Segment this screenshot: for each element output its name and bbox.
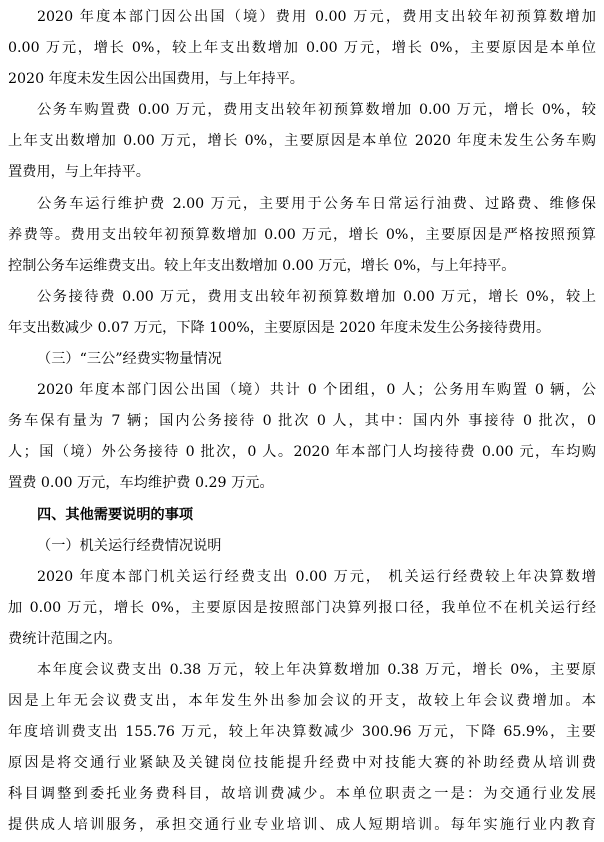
text-line: 加 0.00 万元，增长 0%，主要原因是按照部门决算列报口径，我单位不在机关运行经 — [8, 599, 596, 616]
text-line: 2020 年度未发生因公出国费用，与上年持平。 — [8, 71, 304, 88]
text-line: 本年度会议费支出 0.38 万元，较上年决算数增加 0.38 万元，增长 0%，主要原 — [37, 661, 596, 678]
section-subheading: （三）“三公”经费实物量情况 — [37, 351, 222, 368]
text-line: 置费用，与上年持平。 — [8, 164, 150, 181]
text-line: 公务车购置费 0.00 万元，费用支出较年初预算数增加 0.00 万元，增长 0%，较 — [37, 102, 596, 119]
text-line: 控制公务车运维费支出。较上年支出数增加 0.00 万元，增长 0%，与上年持平。 — [8, 257, 516, 274]
text-line: 上年支出数增加 0.00 万元，增长 0%，主要原因是本单位 2020 年度未发生公务车购 — [8, 133, 596, 150]
text-line: 原因是将交通行业紧缺及关键岗位技能提升经费中对技能大赛的补助经费从培训费 — [8, 755, 596, 772]
text-line: 人；国（境）外公务接待 0 批次，0 人。2020 年本部门人均接待费 0.00 元，车均购 — [8, 444, 596, 461]
text-line: 公务车运行维护费 2.00 万元，主要用于公务车日常运行油费、过路费、维修保 — [37, 195, 596, 212]
section-subheading: （一）机关运行经费情况说明 — [37, 537, 222, 554]
text-line: 养费等。费用支出较年初预算数增加 0.00 万元，增长 0%，主要原因是严格按照预算 — [8, 226, 596, 243]
text-line: 2020 年度本部门因公出国（境）费用 0.00 万元，费用支出较年初预算数增加 — [37, 9, 596, 25]
text-line: 公务接待费 0.00 万元，费用支出较年初预算数增加 0.00 万元，增长 0%，较上 — [37, 288, 596, 305]
text-line: 因是上年无会议费支出，本年发生外出参加会议的开支，故较上年会议费增加。本 — [8, 693, 596, 710]
text-line: 年支出数减少 0.07 万元，下降 100%，主要原因是 2020 年度未发生公务接待费用。 — [8, 319, 551, 336]
text-line: 置费 0.00 万元，车均维护费 0.29 万元。 — [8, 475, 274, 492]
text-line: 费统计范围之内。 — [8, 630, 122, 647]
text-line: 2020 年度本部门因公出国（境）共计 0 个团组，0 人；公务用车购置 0 辆，公 — [37, 382, 596, 399]
text-line: 提供成人培训服务，承担交通行业专业培训、成人短期培训。每年实施行业内教育 — [8, 817, 596, 834]
text-line: 2020 年度本部门机关运行经费支出 0.00 万元， 机关运行经费较上年决算数增 — [37, 568, 596, 585]
text-line: 科目调整到委托业务费科目，故培训费减少。本单位职责之一是：为交通行业发展 — [8, 786, 596, 803]
text-line: 0.00 万元，增长 0%，较上年支出数增加 0.00 万元，增长 0%，主要原因是本单位 — [8, 40, 596, 57]
text-line: 年度培训费支出 155.76 万元，较上年决算数减少 300.96 万元，下降 65.9%，主要 — [8, 724, 596, 741]
section-heading: 四、其他需要说明的事项 — [37, 506, 194, 523]
text-line: 务车保有量为 7 辆；国内公务接待 0 批次 0 人，其中：国内外 事接待 0 批次，0 — [8, 413, 596, 430]
